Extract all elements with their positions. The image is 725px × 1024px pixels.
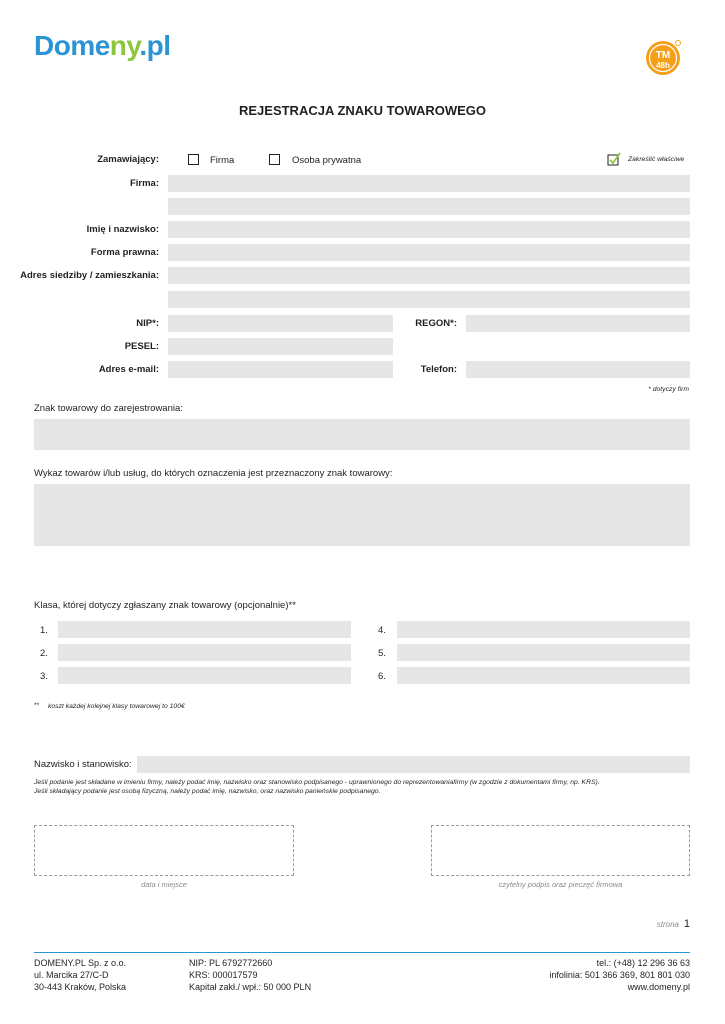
domeny-logo (34, 30, 171, 62)
name-label: Imię i nazwisko: (86, 224, 159, 235)
goods-field[interactable] (34, 484, 690, 546)
signer-field[interactable] (137, 756, 690, 773)
address-field-2[interactable] (168, 291, 690, 308)
page-title: REJESTRACJA ZNAKU TOWAROWEGO (238, 103, 486, 118)
footer-company-line-2: ul. Marcika 27/C-D (34, 970, 109, 980)
badge-48h-text: 48h (656, 61, 670, 70)
footer-registry (189, 957, 311, 993)
nip-label: NIP*: (136, 318, 159, 329)
logo-part-1: Dome (34, 30, 110, 61)
address-label: Adres siedziby / zamieszkania: (20, 270, 159, 281)
check-hint-icon (607, 152, 622, 166)
signature-box[interactable] (431, 825, 690, 876)
class-field-2[interactable] (58, 644, 351, 661)
class-number-1: 1. (40, 625, 48, 636)
name-field[interactable] (168, 221, 690, 238)
check-hint-text: Zakreślić właściwe (628, 156, 685, 163)
footer-website-link[interactable]: www.domeny.pl (627, 982, 690, 992)
goods-label: Wykaz towarów i/lub usług, do których oznaczenia jest przeznaczony znak towarowy: (34, 468, 393, 479)
footer-phone: tel.: (+48) 12 296 36 63 (596, 958, 690, 968)
date-place-caption: data i miejsce (141, 880, 187, 889)
footer-registry-line-2: KRS: 000017579 (189, 970, 258, 980)
checkbox-private-person[interactable] (269, 154, 280, 165)
regon-field[interactable] (466, 315, 690, 332)
address-field[interactable] (168, 267, 690, 284)
trademark-field[interactable] (34, 419, 690, 450)
page-label: strona (656, 920, 679, 929)
pesel-label: PESEL: (124, 341, 159, 352)
footer-hotline: infolinia: 501 366 369, 801 801 030 (549, 970, 690, 980)
footer-company (34, 957, 126, 993)
signer-label: Nazwisko i stanowisko: (34, 759, 132, 770)
badge-tm-text: TM (655, 50, 671, 61)
classes-note: koszt każdej kolejnej klasy towarowej to 100€ (48, 703, 185, 710)
nip-field[interactable] (168, 315, 393, 332)
class-number-6: 6. (378, 671, 386, 682)
logo-part-3: .pl (139, 30, 171, 61)
logo-part-2: ny (109, 30, 140, 61)
class-field-5[interactable] (397, 644, 690, 661)
orderer-label: Zamawiający: (97, 154, 159, 165)
option-private-label: Osoba prywatna (292, 155, 362, 166)
email-label: Adres e-mail: (98, 364, 159, 375)
signer-info-2: Jeśli składający podanie jest osobą fizyczną, należy podać imię, nazwisko, oraz nazwisko panieńskie podpisanego. (34, 788, 381, 795)
company-label: Firma: (129, 178, 159, 189)
legal-form-label: Forma prawna: (90, 247, 159, 258)
footer-divider (34, 952, 690, 953)
page-number: 1 (683, 918, 690, 930)
footer-contact (549, 957, 690, 993)
class-field-1[interactable] (58, 621, 351, 638)
class-number-3: 3. (40, 671, 48, 682)
signature-caption: czytelny podpis oraz pieczęć firmowa (498, 880, 623, 889)
footer-registry-line-3: Kapitał zakł./ wpł.: 50 000 PLN (189, 982, 312, 992)
phone-label: Telefon: (420, 364, 457, 375)
pesel-field[interactable] (168, 338, 393, 355)
company-field-2[interactable] (168, 198, 690, 215)
class-field-3[interactable] (58, 667, 351, 684)
legal-form-field[interactable] (168, 244, 690, 261)
classes-label: Klasa, której dotyczy zgłaszany znak towarowy (opcjonalnie)** (34, 600, 296, 611)
footer-company-line-1: DOMENY.PL Sp. z o.o. (34, 958, 127, 968)
company-field[interactable] (168, 175, 690, 192)
footer-registry-line-1: NIP: PL 6792772660 (189, 958, 273, 968)
email-field[interactable] (168, 361, 393, 378)
footer-company-line-3: 30-443 Kraków, Polska (34, 982, 127, 992)
checkbox-company[interactable] (188, 154, 199, 165)
company-note: * dotyczy firm (648, 386, 689, 393)
phone-field[interactable] (466, 361, 690, 378)
class-number-2: 2. (40, 648, 48, 659)
classes-note-marker: ** (34, 702, 40, 709)
signer-info-1: Jeśli podanie jest składane w imieniu firmy, należy podać imię, nazwisko oraz stanowisko podpisanego - uprawnionego do reprezentowaniafirmy (w zgodzie z dokumentami firmy, np. KRS). (34, 779, 600, 786)
date-place-box[interactable] (34, 825, 294, 876)
class-number-4: 4. (378, 625, 386, 636)
regon-label: REGON*: (415, 318, 457, 329)
option-company-label: Firma (210, 155, 235, 166)
class-number-5: 5. (378, 648, 386, 659)
tm-48h-badge (644, 38, 682, 76)
trademark-label: Znak towarowy do zarejestrowania: (34, 403, 183, 414)
class-field-4[interactable] (397, 621, 690, 638)
class-field-6[interactable] (397, 667, 690, 684)
